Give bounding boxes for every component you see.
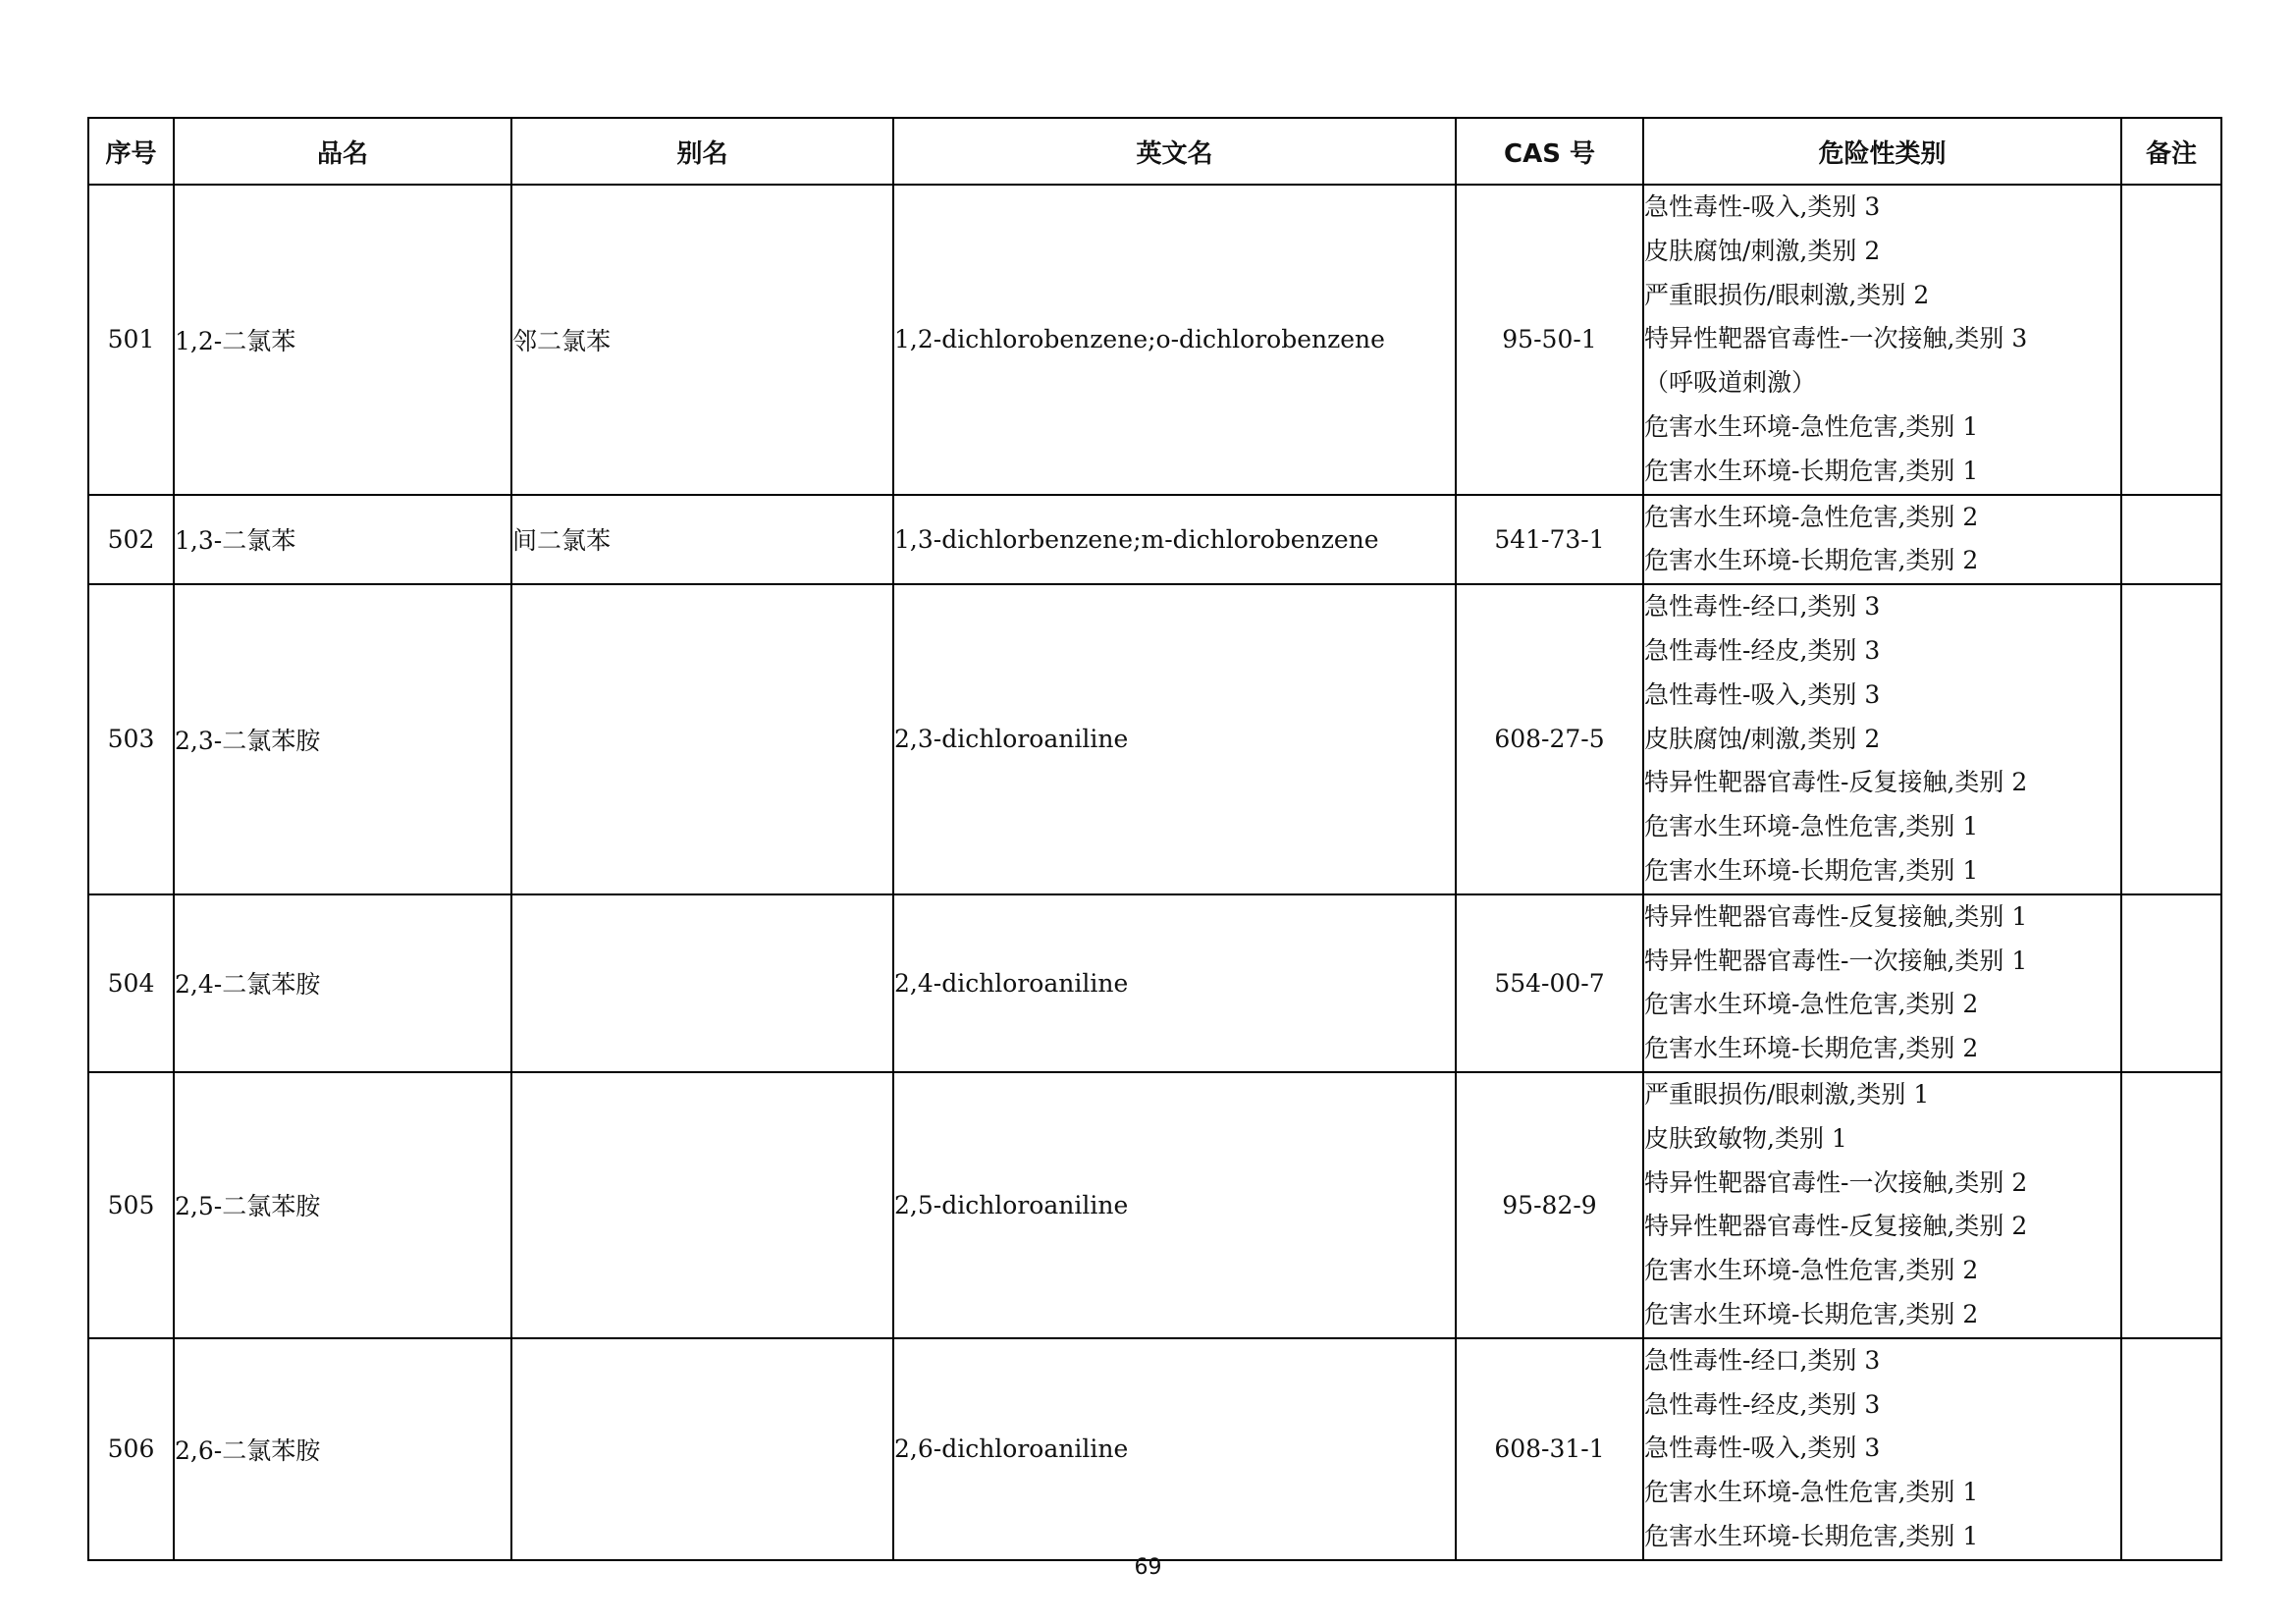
- header-hazard-category: 危险性类别: [1643, 118, 2121, 185]
- row-english-name-cell: 2,3-dichloroaniline: [893, 584, 1456, 894]
- header-note: 备注: [2121, 118, 2221, 185]
- row-cas-number-cell: 608-27-5: [1456, 584, 1643, 894]
- row-cas-number-cell: 95-82-9: [1456, 1072, 1643, 1338]
- row-alias-cell: [511, 584, 893, 894]
- hazard-line: 急性毒性-经口,类别 3: [1644, 1345, 1881, 1375]
- row-seq-cell: 504: [88, 894, 174, 1072]
- row-cas-number-cell: 554-00-7: [1456, 894, 1643, 1072]
- row-name-cell: 2,4-二氯苯胺: [174, 894, 511, 1072]
- hazard-line: 皮肤腐蚀/刺激,类别 2: [1644, 236, 1881, 265]
- hazard-line: 危害水生环境-长期危害,类别 1: [1644, 855, 1979, 885]
- table-header-row: [88, 118, 2221, 185]
- hazard-line: 特异性靶器官毒性-反复接触,类别 1: [1644, 901, 2028, 931]
- row-note-cell: [2121, 1338, 2221, 1560]
- hazard-line: 严重眼损伤/眼刺激,类别 1: [1644, 1079, 1930, 1109]
- row-note-cell: [2121, 495, 2221, 585]
- header-english-name: 英文名: [893, 118, 1456, 185]
- row-note-cell: [2121, 894, 2221, 1072]
- header-seq: 序号: [88, 118, 174, 185]
- row-cas-number-cell: 608-31-1: [1456, 1338, 1643, 1560]
- hazard-line: 特异性靶器官毒性-一次接触,类别 1: [1644, 946, 2028, 975]
- table-row: [88, 1072, 2221, 1338]
- row-name-cell: 2,3-二氯苯胺: [174, 584, 511, 894]
- row-hazard-cell: [1643, 185, 2121, 495]
- hazard-line: 危害水生环境-急性危害,类别 2: [1644, 502, 1979, 531]
- row-seq-cell: 503: [88, 584, 174, 894]
- table-body: [88, 185, 2221, 1560]
- row-alias-cell: [511, 1338, 893, 1560]
- row-hazard-cell: [1643, 894, 2121, 1072]
- row-hazard-cell: [1643, 1072, 2121, 1338]
- page-number: 69: [1134, 1555, 1162, 1580]
- hazard-line: 危害水生环境-长期危害,类别 2: [1644, 1299, 1979, 1328]
- row-alias-cell: [511, 1072, 893, 1338]
- hazard-line: 特异性靶器官毒性-反复接触,类别 2: [1644, 1212, 2028, 1241]
- hazard-line: 皮肤腐蚀/刺激,类别 2: [1644, 724, 1881, 753]
- row-hazard-cell: [1643, 584, 2121, 894]
- header-cas-number: CAS 号: [1456, 118, 1643, 185]
- hazard-line: 危害水生环境-长期危害,类别 1: [1644, 1521, 1979, 1550]
- hazardous-chemicals-table: [87, 117, 2222, 1561]
- hazard-line: 急性毒性-经口,类别 3: [1644, 592, 1881, 622]
- table-row: [88, 495, 2221, 585]
- table-row: [88, 185, 2221, 495]
- header-name: 品名: [174, 118, 511, 185]
- hazard-line: 急性毒性-经皮,类别 3: [1644, 635, 1881, 665]
- row-name-cell: 2,6-二氯苯胺: [174, 1338, 511, 1560]
- hazard-line: 危害水生环境-急性危害,类别 1: [1644, 1478, 1979, 1507]
- hazard-line: 皮肤致敏物,类别 1: [1644, 1123, 1847, 1153]
- hazard-line: 急性毒性-吸入,类别 3: [1644, 1434, 1881, 1463]
- row-alias-cell: [511, 894, 893, 1072]
- table-row: [88, 894, 2221, 1072]
- row-alias-cell: 邻二氯苯: [511, 185, 893, 495]
- row-english-name-cell: 1,3-dichlorbenzene;m-dichlorobenzene: [893, 495, 1456, 585]
- row-cas-number-cell: 541-73-1: [1456, 495, 1643, 585]
- row-seq-cell: 505: [88, 1072, 174, 1338]
- hazard-line: 急性毒性-吸入,类别 3: [1644, 192, 1881, 221]
- row-name-cell: 1,3-二氯苯: [174, 495, 511, 585]
- row-note-cell: [2121, 185, 2221, 495]
- hazard-line: 特异性靶器官毒性-一次接触,类别 2: [1644, 1167, 2028, 1197]
- row-english-name-cell: 2,5-dichloroaniline: [893, 1072, 1456, 1338]
- hazard-line: 危害水生环境-急性危害,类别 1: [1644, 411, 1979, 441]
- table-row: [88, 584, 2221, 894]
- row-note-cell: [2121, 1072, 2221, 1338]
- hazard-line: 危害水生环境-长期危害,类别 2: [1644, 1034, 1979, 1063]
- hazard-line: 危害水生环境-长期危害,类别 2: [1644, 546, 1979, 575]
- hazard-line: 危害水生环境-急性危害,类别 2: [1644, 990, 1979, 1019]
- row-cas-number-cell: 95-50-1: [1456, 185, 1643, 495]
- hazard-line: 危害水生环境-长期危害,类别 1: [1644, 456, 1979, 485]
- row-seq-cell: 502: [88, 495, 174, 585]
- row-name-cell: 1,2-二氯苯: [174, 185, 511, 495]
- row-name-cell: 2,5-二氯苯胺: [174, 1072, 511, 1338]
- row-hazard-cell: [1643, 1338, 2121, 1560]
- row-english-name-cell: 2,6-dichloroaniline: [893, 1338, 1456, 1560]
- hazard-line: 特异性靶器官毒性-一次接触,类别 3: [1644, 324, 2028, 353]
- hazard-line: 危害水生环境-急性危害,类别 2: [1644, 1256, 1979, 1285]
- row-hazard-cell: [1643, 495, 2121, 585]
- row-seq-cell: 501: [88, 185, 174, 495]
- row-english-name-cell: 2,4-dichloroaniline: [893, 894, 1456, 1072]
- row-alias-cell: 间二氯苯: [511, 495, 893, 585]
- hazard-line: 特异性靶器官毒性-反复接触,类别 2: [1644, 768, 2028, 797]
- hazard-line: 急性毒性-吸入,类别 3: [1644, 679, 1881, 709]
- hazard-line: 急性毒性-经皮,类别 3: [1644, 1389, 1881, 1419]
- row-note-cell: [2121, 584, 2221, 894]
- row-seq-cell: 506: [88, 1338, 174, 1560]
- header-alias: 别名: [511, 118, 893, 185]
- hazard-line: 危害水生环境-急性危害,类别 1: [1644, 812, 1979, 841]
- hazard-line: （呼吸道刺激）: [1644, 368, 1817, 398]
- row-english-name-cell: 1,2-dichlorobenzene;o-dichlorobenzene: [893, 185, 1456, 495]
- table-row: [88, 1338, 2221, 1560]
- hazard-line: 严重眼损伤/眼刺激,类别 2: [1644, 280, 1930, 309]
